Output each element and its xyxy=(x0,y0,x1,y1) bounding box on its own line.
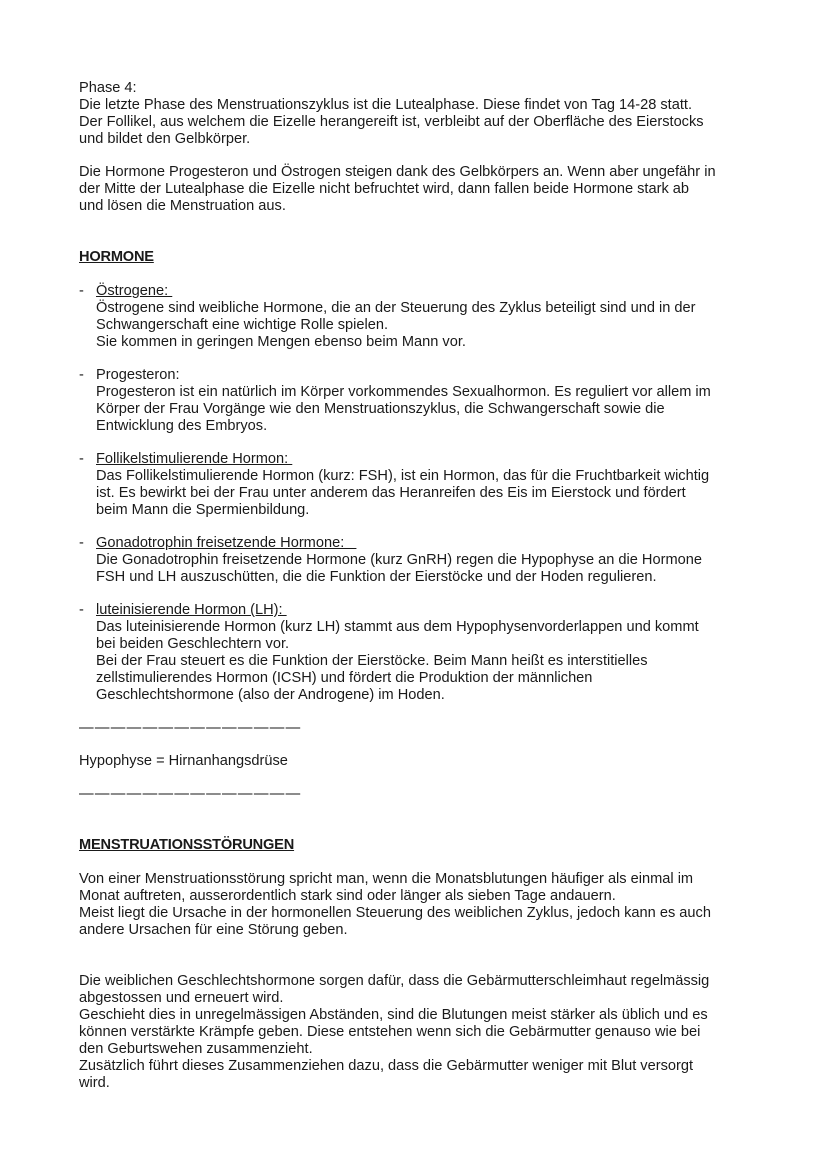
hormone-item-progesteron: - Progesteron: Progesteron ist ein natürlich im Körper vorkommendes Sexualhormon. Es reguliert vor allem im Körper der Frau Vorgänge wie den Menstruationszyklus, die Schwangerschaft sowie die Entwicklung des Embryos. xyxy=(79,367,711,434)
list-dash: - xyxy=(79,535,84,551)
hypophyse-note xyxy=(79,720,769,803)
list-dash: - xyxy=(79,283,84,299)
hormone-heading: HORMONE xyxy=(79,249,154,265)
hormone-term: Progesteron: xyxy=(96,367,180,383)
hormone-item-fsh: - Follikelstimulierende Hormon: Das Follikelstimulierende Hormon (kurz: FSH), ist ein Hormon, das für die Fruchtbarkeit wichtig ist. Es bewirkt bei der Frau unter anderem das Heranreifen des Eis im Eierstock und fördert beim Mann die Spermienbildung. xyxy=(79,451,710,518)
stoerungen-heading: MENSTRUATIONSSTÖRUNGEN xyxy=(79,837,295,853)
hormone-term: luteinisierende Hormon (LH): xyxy=(96,602,287,618)
hypophyse-definition: Hypophyse = Hirnanhangsdrüse xyxy=(79,753,288,769)
phase-4-paragraph-1: Die letzte Phase des Menstruationszyklus ist die Lutealphase. Diese findet von Tag 14-28 statt. Der Follikel, aus welchem die Eizelle herangereift ist, verbleibt auf der Oberfläche des Eierstocks und bildet den Gelbkörper. xyxy=(79,97,704,147)
hormone-list xyxy=(79,283,769,704)
hormone-item-oestrogene: - Östrogene: Östrogene sind weibliche Hormone, die an der Steuerung des Zyklus beteiligt sind und in der Schwangerschaft eine wichtige Rolle spielen. Sie kommen in geringen Mengen ebenso beim Mann vor. xyxy=(79,283,696,350)
phase-4-section xyxy=(79,80,769,215)
phase-title: Phase 4: xyxy=(79,80,137,96)
list-dash: - xyxy=(79,451,84,467)
hormone-term: Östrogene: xyxy=(96,283,173,299)
hormone-item-gnrh: - Gonadotrophin freisetzende Hormone: Die Gonadotrophin freisetzende Hormone (kurz GnRH) regen die Hypophyse an die Hormone FSH und LH auszuschütten, die die Funktion der Eierstöcke und der Hoden regulieren. xyxy=(79,535,702,585)
stoerungen-section xyxy=(79,837,769,1092)
list-dash: - xyxy=(79,602,84,618)
hormone-term: Follikelstimulierende Hormon: xyxy=(96,451,293,467)
list-dash: - xyxy=(79,367,84,383)
dash-rule-top: —————————————— xyxy=(79,720,302,736)
hormone-term: Gonadotrophin freisetzende Hormone: xyxy=(96,535,357,551)
dash-rule-bottom: —————————————— xyxy=(79,786,302,802)
document-page xyxy=(79,80,769,1092)
phase-4-paragraph-2: Die Hormone Progesteron und Östrogen steigen dank des Gelbkörpers an. Wenn aber ungefähr in der Mitte der Lutealphase die Eizelle nicht befruchtet wird, dann fallen beide Hormone stark ab und lösen die Menstruation aus. xyxy=(79,164,716,214)
stoerungen-paragraph-2: Die weiblichen Geschlechtshormone sorgen dafür, dass die Gebärmutterschleimhaut regelmässig abgestossen und erneuert wird. Geschieht dies in unregelmässigen Abständen, sind die Blutungen meist stärker als üblich und es können verstärkte Krämpfe geben. Diese entstehen wenn sich die Gebärmutter genauso wie bei den Geburtswehen zusammenzieht. Zusätzlich führt dieses Zusammenziehen dazu, dass die Gebärmutter weniger mit Blut versorgt wird. xyxy=(79,973,710,1091)
stoerungen-paragraph-1: Von einer Menstruationsstörung spricht man, wenn die Monatsblutungen häufiger als einmal im Monat auftreten, ausserordentlich stark sind oder länger als sieben Tage andauern. Meist liegt die Ursache in der hormonellen Steuerung des weiblichen Zyklus, jedoch kann es auch andere Ursachen für eine Störung geben. xyxy=(79,871,711,938)
hormone-section xyxy=(79,249,769,704)
hormone-item-lh: - luteinisierende Hormon (LH): Das luteinisierende Hormon (kurz LH) stammt aus dem Hypophysenvorderlappen und kommt bei beiden Geschlechtern vor. Bei der Frau steuert es die Funktion der Eierstöcke. Beim Mann heißt es interstitielles zellstimulierendes Hormon (ICSH) und fördert die Produktion der männlichen Geschlechtshormone (also der Androgene) im Hoden. xyxy=(79,602,699,703)
